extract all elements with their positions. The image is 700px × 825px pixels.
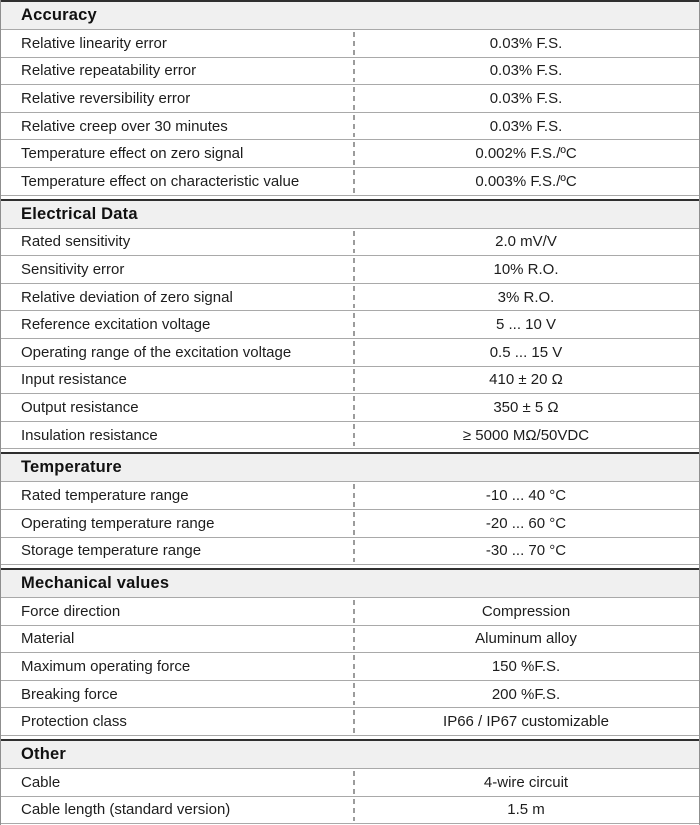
spec-label: Relative linearity error	[21, 34, 167, 52]
spec-value: 0.03% F.S.	[353, 113, 699, 140]
spec-section	[1, 452, 699, 565]
table-row	[1, 598, 699, 626]
section-header	[1, 452, 699, 482]
spec-value: 0.5 ... 15 V	[353, 339, 699, 366]
table-row	[1, 394, 699, 422]
table-row	[1, 168, 699, 196]
spec-label: Breaking force	[21, 685, 118, 703]
spec-label: Rated temperature range	[21, 487, 189, 505]
spec-value: 1.5 m	[353, 797, 699, 824]
spec-value: IP66 / IP67 customizable	[353, 708, 699, 735]
spec-value: 0.03% F.S.	[353, 85, 699, 112]
spec-value: 0.002% F.S./ºC	[353, 140, 699, 167]
spec-value: 10% R.O.	[353, 256, 699, 283]
table-row	[1, 653, 699, 681]
spec-label: Cable	[21, 773, 61, 791]
table-row	[1, 85, 699, 113]
spec-value: Compression	[353, 598, 699, 625]
table-row	[1, 769, 699, 797]
spec-label: Relative deviation of zero signal	[21, 288, 233, 306]
spec-label: Material	[21, 630, 75, 648]
spec-value: 350 ± 5 Ω	[353, 394, 699, 421]
spec-label: Force direction	[21, 602, 121, 620]
table-row	[1, 229, 699, 257]
spec-label: Storage temperature range	[21, 542, 202, 560]
table-row	[1, 140, 699, 168]
spec-value: -30 ... 70 °C	[353, 538, 699, 565]
table-row	[1, 538, 699, 566]
spec-section	[1, 739, 699, 824]
spec-label: Maximum operating force	[21, 658, 191, 676]
table-row	[1, 482, 699, 510]
table-row	[1, 256, 699, 284]
spec-section	[1, 199, 699, 450]
spec-value: 3% R.O.	[353, 284, 699, 311]
spec-value: -20 ... 60 °C	[353, 510, 699, 537]
table-row	[1, 422, 699, 450]
spec-value: 0.03% F.S.	[353, 58, 699, 85]
spec-label: Input resistance	[21, 371, 127, 389]
spec-value: 4-wire circuit	[353, 769, 699, 796]
spec-label: Insulation resistance	[21, 426, 158, 444]
spec-label: Sensitivity error	[21, 260, 125, 278]
table-row	[1, 681, 699, 709]
spec-label: Output resistance	[21, 398, 139, 416]
spec-value: 410 ± 20 Ω	[353, 367, 699, 394]
spec-value: 200 %F.S.	[353, 681, 699, 708]
spec-value: 0.03% F.S.	[353, 30, 699, 57]
section-header	[1, 568, 699, 598]
spec-label: Reference excitation voltage	[21, 316, 211, 334]
section-header	[1, 199, 699, 229]
section-title: Other	[21, 745, 67, 764]
spec-value: 0.003% F.S./ºC	[353, 168, 699, 195]
spec-label: Rated sensitivity	[21, 233, 131, 251]
spec-value: ≥ 5000 MΩ/50VDC	[353, 422, 699, 449]
spec-label: Cable length (standard version)	[21, 801, 231, 819]
table-row	[1, 626, 699, 654]
section-header	[1, 0, 699, 30]
table-row	[1, 30, 699, 58]
table-row	[1, 510, 699, 538]
spec-label: Operating range of the excitation voltage	[21, 343, 292, 361]
section-title: Mechanical values	[21, 574, 170, 593]
table-row	[1, 58, 699, 86]
table-row	[1, 284, 699, 312]
table-row	[1, 708, 699, 736]
table-row	[1, 797, 699, 825]
spec-label: Operating temperature range	[21, 514, 215, 532]
section-title: Temperature	[21, 458, 122, 477]
spec-section	[1, 0, 699, 196]
spec-value: 2.0 mV/V	[353, 229, 699, 256]
spec-label: Relative reversibility error	[21, 89, 191, 107]
spec-label: Temperature effect on characteristic value	[21, 172, 300, 190]
spec-label: Protection class	[21, 713, 127, 731]
section-title: Electrical Data	[21, 204, 138, 223]
spec-section	[1, 568, 699, 736]
spec-value: 5 ... 10 V	[353, 311, 699, 338]
table-row	[1, 367, 699, 395]
spec-value: -10 ... 40 °C	[353, 482, 699, 509]
table-row	[1, 311, 699, 339]
spec-value: 150 %F.S.	[353, 653, 699, 680]
section-title: Accuracy	[21, 6, 97, 24]
table-row	[1, 339, 699, 367]
table-row	[1, 113, 699, 141]
spec-label: Relative creep over 30 minutes	[21, 117, 228, 135]
section-header	[1, 739, 699, 769]
spec-label: Temperature effect on zero signal	[21, 145, 244, 163]
spec-label: Relative repeatability error	[21, 62, 197, 80]
spec-value: Aluminum alloy	[353, 626, 699, 653]
